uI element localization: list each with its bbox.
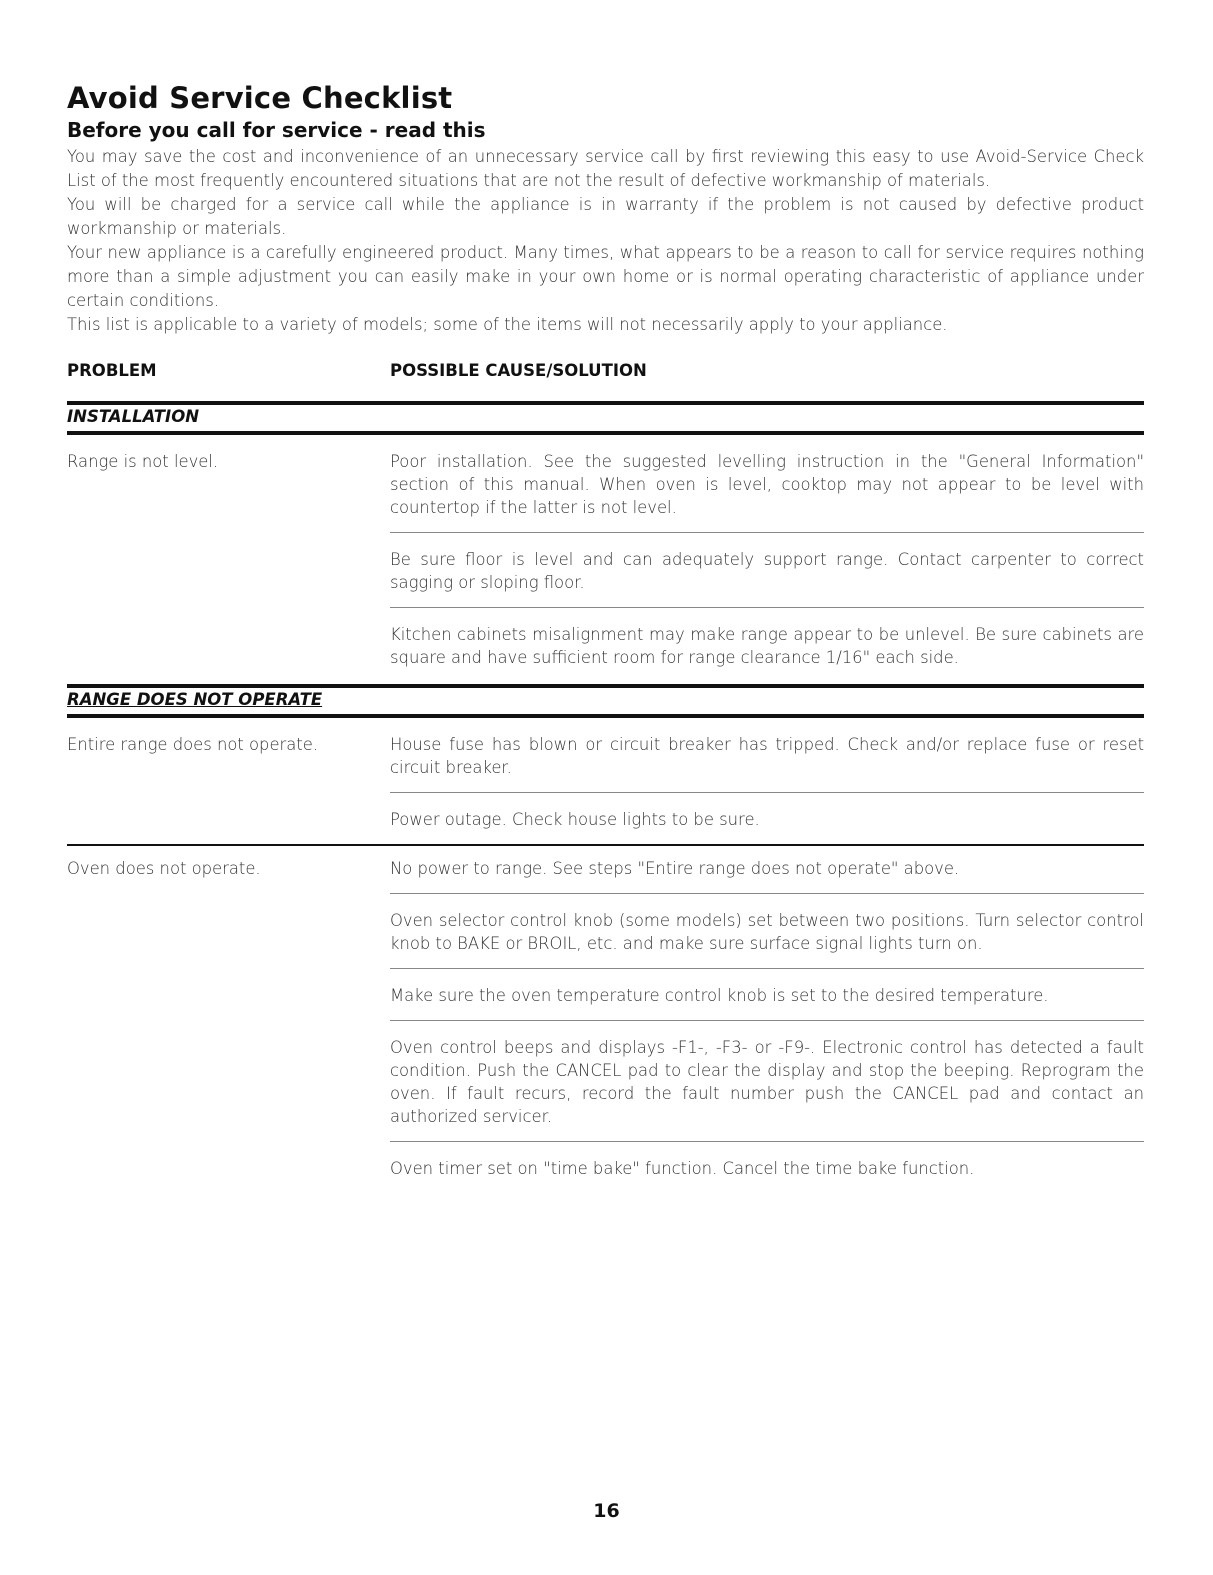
section-header-installation	[67, 401, 1144, 435]
solution-item: Make sure the oven temperature control knob is set to the desired temperature.	[390, 968, 1144, 1020]
solution-item: Oven timer set on "time bake" function. Cancel the time bake function.	[390, 1141, 1144, 1193]
solution-column-header: POSSIBLE CAUSE/SOLUTION	[390, 361, 647, 380]
section-header-range-does-not-operate	[67, 684, 1144, 718]
intro-paragraph: This list is applicable to a variety of models; some of the items will not necessarily apply to your appliance.	[67, 315, 948, 334]
problem-column-header: PROBLEM	[67, 361, 157, 380]
intro-paragraph: You will be charged for a service call while the appliance is in warranty if the problem is not caused by defective product workmanship or materials.	[67, 195, 1144, 238]
intro-paragraph: You may save the cost and inconvenience of an unnecessary service call by first reviewing this easy to use Avoid-Service Check List of the most frequently encountered situations that are not the result of defective workmanship of materials.	[67, 147, 1144, 190]
solution-list	[390, 435, 1144, 682]
checklist-page	[67, 80, 1144, 1193]
problem-group	[67, 844, 1144, 1193]
section-title: RANGE DOES NOT OPERATE	[67, 690, 323, 709]
problem-group	[67, 435, 1144, 682]
intro-paragraph: Your new appliance is a carefully engineered product. Many times, what appears to be a reason to call for service requires nothing more than a simple adjustment you can easily make in your own home or is normal operating characteristic of appliance under certain conditions.	[67, 243, 1144, 310]
solution-item: Oven selector control knob (some models) set between two positions. Turn selector control knob to BAKE or BROIL, etc. and make sure surface signal lights turn on.	[390, 893, 1144, 968]
solution-item: No power to range. See steps "Entire range does not operate" above.	[390, 859, 960, 878]
section-title: INSTALLATION	[67, 407, 200, 426]
solution-item: Poor installation. See the suggested levelling instruction in the "General Information" section of this manual. When oven is level, cooktop may not appear to be level with countertop if the latter is not level.	[390, 452, 1144, 517]
page-title: Avoid Service Checklist	[67, 81, 453, 115]
problem-text: Oven does not operate.	[67, 859, 261, 878]
page-number: 16	[593, 1500, 620, 1522]
solution-item: Be sure floor is level and can adequately support range. Contact carpenter to correct sagging or sloping floor.	[390, 532, 1144, 607]
problem-text: Entire range does not operate.	[67, 735, 319, 754]
solution-list	[390, 846, 1144, 1193]
solution-item: House fuse has blown or circuit breaker has tripped. Check and/or replace fuse or reset circuit breaker.	[390, 735, 1144, 777]
solution-list	[390, 718, 1144, 844]
solution-item: Oven control beeps and displays -F1-, -F3- or -F9-. Electronic control has detected a fault condition. Push the CANCEL pad to clear the display and stop the beeping. Reprogram the oven. If fault recurs, record the fault number push the CANCEL pad and contact an authorized servicer.	[390, 1020, 1144, 1141]
problem-group	[67, 718, 1144, 844]
solution-item: Power outage. Check house lights to be sure.	[390, 792, 1144, 844]
column-headers	[67, 361, 1144, 387]
page-subtitle: Before you call for service - read this	[67, 118, 486, 142]
solution-item: Kitchen cabinets misalignment may make range appear to be unlevel. Be sure cabinets are square and have sufficient room for range clearance 1/16" each side.	[390, 607, 1144, 682]
problem-text: Range is not level.	[67, 452, 219, 471]
intro-text	[67, 145, 1144, 337]
